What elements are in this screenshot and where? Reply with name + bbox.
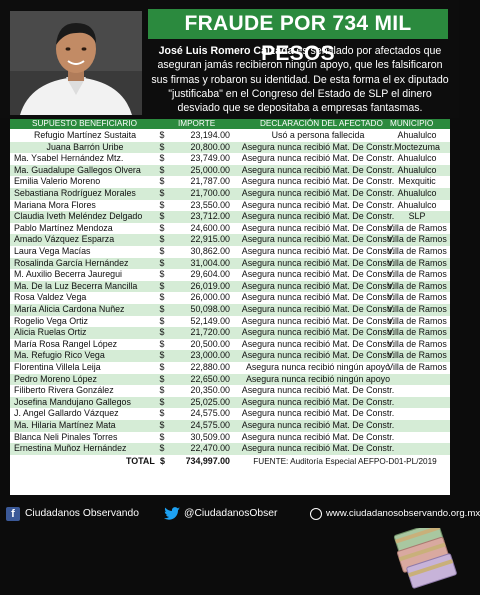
cell-currency: $ [159, 164, 165, 175]
cell-currency: $ [159, 350, 165, 361]
cell-declaration: Asegura nunca recibió Mat. De Constr. [241, 222, 395, 233]
cell-name: María Alicia Cardona Nuñez [14, 304, 125, 314]
cell-currency: $ [159, 373, 165, 384]
cell-declaration: Asegura nunca recibió Mat. De Constr. [241, 164, 395, 175]
cell-municipality: Villa de Ramos [387, 280, 447, 291]
cell-name: Blanca Neli Pinales Torres [14, 431, 118, 442]
cell-municipality: Villa de Ramos [387, 269, 447, 280]
cell-amount: 21,787.00 [190, 176, 230, 187]
cell-name: Ma. Refugio Rico Vega [14, 350, 105, 361]
header-declaration: DECLARACIÓN DEL AFECTADO [260, 119, 383, 128]
cell-amount: 24,575.00 [190, 420, 230, 430]
facebook-icon[interactable]: f [6, 507, 20, 521]
footer [0, 500, 480, 528]
cell-amount: 23,550.00 [190, 199, 230, 210]
cell-declaration: Asegura nunca recibió Mat. De Constr. [241, 269, 395, 280]
cell-municipality: Ahualulco [397, 153, 437, 164]
cell-currency: $ [159, 338, 165, 349]
cell-currency: $ [159, 304, 165, 314]
website-link[interactable]: www.ciudadanosobservando.org.mx [326, 508, 480, 519]
cell-declaration: Asegura nunca recibió ningún apoyo [245, 362, 391, 372]
globe-icon [310, 508, 322, 520]
cell-declaration: Asegura nunca recibió Mat. De Constr. [241, 338, 395, 349]
cell-amount: 24,575.00 [190, 408, 230, 419]
cell-municipality: Ahualulco [397, 188, 437, 198]
table-row [10, 200, 450, 212]
cell-declaration: Asegura nunca recibió Mat. De Constr. [241, 211, 395, 222]
table-row [10, 397, 450, 409]
cell-currency: $ [159, 153, 165, 164]
cell-currency: $ [159, 234, 165, 245]
cell-amount: 23,194.00 [190, 130, 230, 140]
cell-declaration: Asegura nunca recibió Mat. De Constr. [241, 327, 395, 338]
cell-currency: $ [159, 199, 165, 210]
cell-currency: $ [159, 292, 165, 303]
cell-name: Ma. Hilaria Martínez Mata [14, 420, 116, 430]
header-name: SUPUESTO BENEFICIARIO [32, 119, 137, 128]
cell-municipality: Villa de Ramos [387, 292, 447, 303]
table-row [10, 362, 450, 374]
table-row [10, 385, 450, 397]
source-note: FUENTE: Auditoría Especial AEFPO-D01-PL/2019 [253, 456, 437, 466]
cell-name: M. Auxilio Becerra Jauregui [14, 269, 123, 280]
cell-name: Rosa Valdez Vega [14, 292, 87, 303]
cell-municipality: Villa de Ramos [387, 222, 447, 233]
table-row [10, 420, 450, 432]
cell-name: Rosalinda García Hernández [14, 257, 129, 268]
cell-currency: $ [159, 362, 165, 372]
table-row [10, 223, 450, 235]
cell-amount: 25,000.00 [190, 164, 230, 175]
cell-municipality: Villa de Ramos [387, 246, 447, 256]
cell-municipality: Villa de Ramos [387, 304, 447, 314]
table-row [10, 443, 450, 455]
cell-name: Filiberto Rivera González [14, 385, 114, 396]
table-row [10, 188, 450, 200]
person-photo [10, 11, 142, 115]
cell-amount: 22,470.00 [190, 443, 230, 454]
cell-amount: 23,749.00 [190, 153, 230, 164]
cell-amount: 21,720.00 [190, 327, 230, 338]
twitter-handle[interactable]: @CiudadanosObser [184, 508, 278, 519]
cell-name: Rogelio Vega Ortiz [14, 315, 88, 326]
cell-declaration: Asegura nunca recibió Mat. De Constr. [241, 431, 395, 442]
header-amount: IMPORTE [178, 119, 216, 128]
cell-currency: $ [159, 396, 165, 407]
cell-name: Amado Vázquez Esparza [14, 234, 115, 245]
cell-currency: $ [159, 257, 165, 268]
cell-declaration: Asegura nunca recibió Mat. De Constr. [241, 315, 395, 326]
cell-municipality: Villa de Ramos [387, 315, 447, 326]
cell-declaration: Asegura nunca recibió Mat. De Constr. [241, 246, 395, 256]
total-row [10, 456, 450, 468]
cell-currency: $ [159, 269, 165, 280]
cell-name: Florentina Villela Leija [14, 362, 101, 372]
cell-declaration: Asegura nunca recibió Mat. De Constr. [241, 188, 395, 198]
cell-name: Refugio Martínez Sustaita [33, 130, 137, 140]
table-row [10, 176, 450, 188]
table-row [10, 246, 450, 258]
cell-municipality: Villa de Ramos [387, 257, 447, 268]
cell-amount: 24,600.00 [190, 222, 230, 233]
twitter-icon[interactable] [164, 507, 180, 521]
cell-name: Ma. Guadalupe Gallegos Olvera [14, 164, 141, 175]
cell-name: Pedro Moreno López [14, 373, 97, 384]
cell-name: Pablo Martínez Mendoza [14, 222, 113, 233]
cell-declaration: Asegura nunca recibió Mat. De Constr. [241, 280, 395, 291]
headline: FRAUDE POR 734 MIL PESOS [148, 9, 448, 39]
cell-declaration: Asegura nunca recibió Mat. De Constr. [241, 176, 395, 187]
cell-name: Laura Vega Macías [14, 246, 91, 256]
table-row [10, 316, 450, 328]
cell-currency: $ [159, 327, 165, 338]
cell-currency: $ [159, 280, 165, 291]
cell-name: Claudia Iveth Meléndez Delgado [14, 211, 143, 222]
cell-currency: $ [159, 246, 165, 256]
cell-amount: 25,025.00 [190, 396, 230, 407]
table-row [10, 130, 450, 142]
cell-name: Alicia Ruelas Ortiz [14, 327, 87, 338]
cell-municipality: Ahualulco [397, 199, 437, 210]
cell-currency: $ [159, 431, 165, 442]
cell-name: Ma. De la Luz Becerra Mancilla [14, 280, 138, 291]
cell-municipality: Villa de Ramos [387, 350, 447, 361]
cell-municipality: Villa de Ramos [387, 338, 447, 349]
cell-currency: $ [159, 176, 165, 187]
intro-text [150, 44, 450, 115]
table-row [10, 374, 450, 386]
cell-currency: $ [159, 130, 165, 140]
table-row [10, 350, 450, 362]
cell-municipality: SLP [408, 211, 426, 222]
facebook-label[interactable]: Ciudadanos Observando [25, 508, 139, 519]
table-row [10, 142, 450, 154]
table-header [10, 119, 450, 129]
cell-name: Emilia Valerio Moreno [14, 176, 101, 187]
cell-amount: 20,800.00 [190, 141, 230, 152]
cell-amount: 23,712.00 [190, 211, 230, 222]
money-stack-icon [396, 517, 456, 595]
table-row [10, 327, 450, 339]
cell-municipality: Villa de Ramos [387, 234, 447, 245]
cell-declaration: Asegura nunca recibió Mat. De Constr. [241, 396, 395, 407]
cell-amount: 52,149.00 [190, 315, 230, 326]
cell-amount: 29,604.00 [190, 269, 230, 280]
cell-name: Juana Barrón Uribe [46, 141, 124, 152]
cell-name: María Rosa Rangel López [14, 338, 118, 349]
total-amount: 734,997.00 [185, 455, 230, 466]
cell-currency: $ [159, 222, 165, 233]
cell-declaration: Asegura nunca recibió Mat. De Constr. [241, 141, 395, 152]
cell-municipality: Mexquitic [398, 176, 436, 187]
cell-amount: 22,915.00 [190, 234, 230, 245]
table-row [10, 211, 450, 223]
cell-municipality: Villa de Ramos [387, 327, 447, 338]
cell-declaration: Asegura nunca recibió Mat. De Constr. [241, 304, 395, 314]
total-label: TOTAL [126, 455, 155, 466]
table-row [10, 165, 450, 177]
cell-currency: $ [159, 188, 165, 198]
cell-amount: 22,880.00 [190, 362, 230, 372]
header-municipality: MUNICIPIO [390, 119, 434, 128]
table-row [10, 339, 450, 351]
cell-declaration: Asegura nunca recibió Mat. De Constr. [241, 408, 395, 419]
table-row [10, 269, 450, 281]
cell-declaration: Asegura nunca recibió Mat. De Constr. [241, 420, 395, 430]
cell-amount: 31,004.00 [190, 257, 230, 268]
cell-declaration: Asegura nunca recibió Mat. De Constr. [241, 350, 395, 361]
table-row [10, 432, 450, 444]
cell-declaration: Usó a persona fallecida [271, 130, 365, 140]
cell-name: Sebastiana Rodríguez Morales [14, 188, 136, 198]
cell-currency: $ [159, 408, 165, 419]
beneficiary-table [10, 119, 450, 495]
table-row [10, 292, 450, 304]
cell-amount: 26,000.00 [190, 292, 230, 303]
cell-municipality: Ahualulco [397, 130, 437, 140]
cell-name: Ma. Ysabel Hernández Mtz. [14, 153, 124, 164]
cell-declaration: Asegura nunca recibió ningún apoyo [245, 373, 391, 384]
cell-name: J. Angel Gallardo Vázquez [14, 408, 119, 419]
intro-body: es señalado por afectados que aseguran jamás recibieron ningún apoyo, que les falsificaron sus firmas y robaron su identidad. De esta forma el ex diputado "justificaba" en el Congreso del Estado de SLP el dinero desviado que se depositaba a empresas fantasmas. [151, 45, 449, 115]
table-row [10, 304, 450, 316]
cell-declaration: Asegura nunca recibió Mat. De Constr. [241, 153, 395, 164]
cell-currency: $ [159, 443, 165, 454]
cell-amount: 21,700.00 [190, 188, 230, 198]
cell-municipality: Ahualulco [397, 164, 437, 175]
cell-amount: 26,019.00 [190, 280, 230, 291]
cell-currency: $ [159, 141, 165, 152]
cell-currency: $ [159, 211, 165, 222]
cell-amount: 23,000.00 [190, 350, 230, 361]
cell-declaration: Asegura nunca recibió Mat. De Constr. [241, 257, 395, 268]
cell-amount: 20,350.00 [190, 385, 230, 396]
cell-amount: 22,650.00 [190, 373, 230, 384]
cell-name: Mariana Mora Flores [14, 199, 96, 210]
table-row [10, 153, 450, 165]
cell-name: Ernestina Muñoz Hernández [14, 443, 127, 454]
cell-declaration: Asegura nunca recibió Mat. De Constr. [241, 443, 395, 454]
cell-name: Josefina Mandujano Gallegos [14, 396, 131, 407]
header [0, 0, 459, 118]
table-row [10, 234, 450, 246]
cell-currency: $ [159, 315, 165, 326]
table-row [10, 258, 450, 270]
cell-currency: $ [159, 385, 165, 396]
cell-municipality: Moctezuma [394, 141, 440, 152]
cell-amount: 30,862.00 [190, 246, 230, 256]
cell-currency: $ [159, 420, 165, 430]
cell-amount: 50,098.00 [190, 304, 230, 314]
cell-declaration: Asegura nunca recibió Mat. De Constr. [241, 234, 395, 245]
cell-municipality: Villa de Ramos [387, 362, 447, 372]
cell-amount: 30,509.00 [190, 431, 230, 442]
table-row [10, 281, 450, 293]
cell-declaration: Asegura nunca recibió Mat. De Constr. [241, 385, 395, 396]
cell-amount: 20,500.00 [190, 338, 230, 349]
cell-declaration: Asegura nunca recibió Mat. De Constr. [241, 292, 395, 303]
cell-declaration: Asegura nunca recibió Mat. De Constr. [241, 199, 395, 210]
table-row [10, 408, 450, 420]
intro-name: José Luis Romero Calzada [158, 45, 294, 57]
total-currency: $ [160, 455, 165, 466]
